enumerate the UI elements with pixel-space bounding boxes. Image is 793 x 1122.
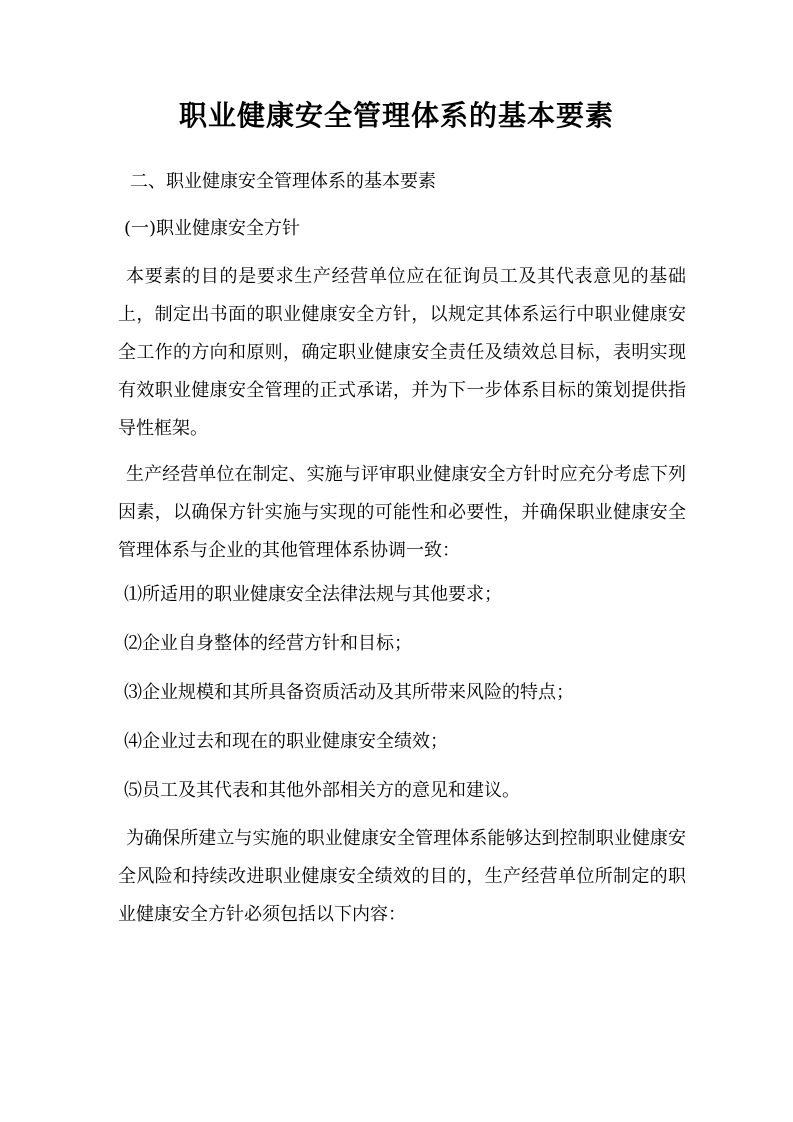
- list-item: ⑶企业规模和其所具备资质活动及其所带来风险的特点；: [124, 682, 574, 703]
- list-item: ⑵企业自身整体的经营方针和目标；: [124, 633, 412, 654]
- body-paragraph-3: 为确保所建立与实施的职业健康安全管理体系能够达到控制职业健康安全风险和持续改进职业健康安全绩效的目的，生产经营单位所制定的职业健康安全方针必须包括以下内容：: [118, 828, 686, 925]
- body-paragraph-1: 本要素的目的是要求生产经营单位应在征询员工及其代表意见的基础上，制定出书面的职业健康安全方针，以规定其体系运行中职业健康安全工作的方向和原则，确定职业健康安全责任及绩效总目标，表明实现有效职业健康安全管理的正式承诺，并为下一步体系目标的策划提供指导性框架。: [118, 266, 686, 439]
- list-item: ⑴所适用的职业健康安全法律法规与其他要求；: [124, 584, 502, 605]
- document-title: 职业健康安全管理体系的基本要素: [178, 99, 614, 132]
- section-heading: 二、职业健康安全管理体系的基本要素: [130, 171, 436, 192]
- body-paragraph-2: 生产经营单位在制定、实施与评审职业健康安全方针时应充分考虑下列因素，以确保方针实施与实现的可能性和必要性，并确保职业健康安全管理体系与企业的其他管理体系协调一致：: [118, 464, 686, 561]
- list-item: ⑷企业过去和现在的职业健康安全绩效；: [124, 731, 448, 752]
- subsection-heading: (一)职业健康安全方针: [124, 218, 301, 239]
- list-item: ⑸员工及其代表和其他外部相关方的意见和建议。: [124, 780, 520, 801]
